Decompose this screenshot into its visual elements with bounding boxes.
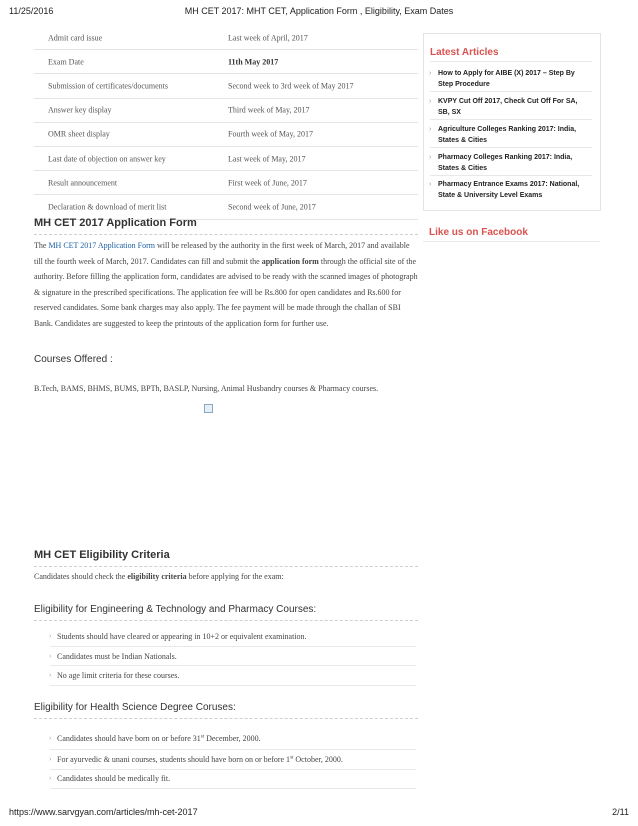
table-cell-date: Last week of May, 2017 <box>228 154 306 164</box>
article-title[interactable]: Agriculture Colleges Ranking 2017: India, States & Cities <box>438 126 577 144</box>
print-title: MH CET 2017: MHT CET, Application Form , Eligibility, Exam Dates <box>184 6 454 16</box>
intro-text: before applying for the exam: <box>186 572 284 581</box>
list-item-text: Students should have cleared or appearing in 10+2 or equivalent examination. <box>57 632 307 641</box>
chevron-right-icon: › <box>49 774 52 782</box>
list-item-text: Candidates should be medically fit. <box>57 774 171 783</box>
article-title[interactable]: Pharmacy Colleges Ranking 2017: India, States & Cities <box>438 154 573 172</box>
table-cell-date: Third week of May, 2017 <box>228 105 310 115</box>
article-title[interactable]: Pharmacy Entrance Exams 2017: National, State & University Level Exams <box>438 181 580 199</box>
table-cell-date: Last week of April, 2017 <box>228 33 308 43</box>
table-row <box>34 171 418 195</box>
chevron-right-icon: › <box>429 70 432 77</box>
heading-divider <box>34 566 418 567</box>
table-row <box>34 26 418 50</box>
list-divider <box>50 665 416 666</box>
table-cell-event: Answer key display <box>48 105 112 115</box>
chevron-right-icon: › <box>49 734 52 742</box>
sidebar-article-link[interactable] <box>429 125 588 146</box>
chevron-right-icon: › <box>49 632 52 640</box>
heading-divider <box>34 234 418 235</box>
table-cell-event: Declaration & download of merit list <box>48 202 167 212</box>
sidebar-divider <box>423 241 600 242</box>
table-row <box>34 123 418 147</box>
list-item <box>49 632 417 641</box>
chevron-right-icon: › <box>49 671 52 679</box>
table-cell-event: Last date of objection on answer key <box>48 154 166 164</box>
list-item <box>49 652 417 661</box>
print-page-number: 2/11 <box>612 807 629 817</box>
print-date: 11/25/2016 <box>9 6 54 16</box>
list-item-text: Candidates should have born on or before 31 <box>57 734 201 743</box>
application-paragraph <box>34 238 420 332</box>
superscript: st <box>290 755 294 761</box>
chevron-right-icon: › <box>429 181 432 188</box>
chevron-right-icon: › <box>429 154 432 161</box>
sidebar-article-link[interactable] <box>429 69 588 90</box>
table-cell-date: Second week to 3rd week of May 2017 <box>228 81 354 91</box>
list-divider <box>50 769 416 770</box>
list-item <box>49 774 417 783</box>
article-title[interactable]: How to Apply for AIBE (X) 2017 – Step By Step Procedure <box>438 70 575 88</box>
table-cell-event: Exam Date <box>48 57 84 67</box>
superscript: st <box>200 734 205 740</box>
table-cell-date: Second week of June, 2017 <box>228 202 316 212</box>
chevron-right-icon: › <box>429 126 432 133</box>
exam-dates-table <box>34 26 418 220</box>
paragraph-text: The <box>34 241 49 250</box>
paragraph-bold: application form <box>261 256 319 266</box>
paragraph-text: through the official site of the authority. Before filling the application form, candidates are advised to be ready with the scanned images of photograph & signature in the prescribed specifications. The application fee will be Rs.800 for open candidates and Rs.600 for reserved candidates. Some bank charges may also apply. The fee payment will be made through the challan of SBI Bank. Candidates are suggested to keep the printouts of the application form for further use. <box>34 256 418 328</box>
health-eligibility-heading: Eligibility for Health Science Degree Coruses: <box>34 702 236 713</box>
paragraph-text: will be released by the authority in the first week of March, 2017 and available till the fourth week of March, 2017. Candidates can fill and submit the <box>34 241 410 266</box>
table-cell-event: Submission of certificates/documents <box>48 81 168 91</box>
table-cell-event: Result announcement <box>48 178 118 188</box>
print-url: https://www.sarvgyan.com/articles/mh-cet-2017 <box>9 807 198 817</box>
list-item <box>49 734 417 743</box>
list-item-text: Candidates must be Indian Nationals. <box>57 652 177 661</box>
table-row <box>34 50 418 74</box>
chevron-right-icon: › <box>49 755 52 763</box>
courses-heading: Courses Offered : <box>34 354 113 365</box>
eligibility-intro <box>34 572 284 581</box>
table-cell-event: OMR sheet display <box>48 129 110 139</box>
eligibility-heading: MH CET Eligibility Criteria <box>34 549 170 561</box>
sidebar-divider <box>430 61 592 62</box>
chevron-right-icon: › <box>49 652 52 660</box>
application-form-link[interactable]: MH CET 2017 Application Form <box>48 241 155 250</box>
list-item-text: No age limit criteria for these courses. <box>57 671 180 680</box>
application-heading: MH CET 2017 Application Form <box>34 217 197 229</box>
heading-divider <box>34 620 418 621</box>
broken-image-icon <box>204 404 213 413</box>
table-row <box>34 99 418 123</box>
table-cell-date: 11th May 2017 <box>228 57 279 67</box>
sidebar-divider <box>430 175 592 176</box>
table-row <box>34 147 418 171</box>
sidebar-article-link[interactable] <box>429 153 588 174</box>
table-cell-date: First week of June, 2017 <box>228 178 307 188</box>
intro-text: Candidates should check the <box>34 572 128 581</box>
sidebar-divider <box>430 119 592 120</box>
table-row <box>34 74 418 98</box>
facebook-heading: Like us on Facebook <box>429 227 528 238</box>
list-divider <box>50 788 416 789</box>
chevron-right-icon: › <box>429 98 432 105</box>
sidebar-article-link[interactable] <box>429 97 588 118</box>
table-cell-date: Fourth week of May, 2017 <box>228 129 314 139</box>
engineering-eligibility-heading: Eligibility for Engineering & Technology and Pharmacy Courses: <box>34 604 317 615</box>
intro-bold: eligibility criteria <box>127 572 187 581</box>
list-divider <box>50 749 416 750</box>
heading-divider <box>34 718 418 719</box>
list-item <box>49 755 417 764</box>
article-title[interactable]: KVPY Cut Off 2017, Check Cut Off For SA, SB, SX <box>438 98 578 116</box>
latest-articles-heading: Latest Articles <box>430 47 499 58</box>
table-cell-event: Admit card issue <box>48 33 103 43</box>
list-item-text: December, 2000. <box>204 734 261 743</box>
table-row <box>34 195 418 219</box>
list-item-text: For ayurvedic & unani courses, students should have born on or before 1 <box>57 755 291 764</box>
sidebar-divider <box>430 147 592 148</box>
list-divider <box>50 685 416 686</box>
courses-text: B.Tech, BAMS, BHMS, BUMS, BPTh, BASLP, Nursing, Animal Husbandry courses & Pharmacy courses. <box>34 384 379 393</box>
sidebar-divider <box>430 91 592 92</box>
list-item <box>49 671 417 680</box>
list-divider <box>50 646 416 647</box>
list-item-text: October, 2000. <box>293 755 343 764</box>
sidebar-article-link[interactable] <box>429 180 588 201</box>
